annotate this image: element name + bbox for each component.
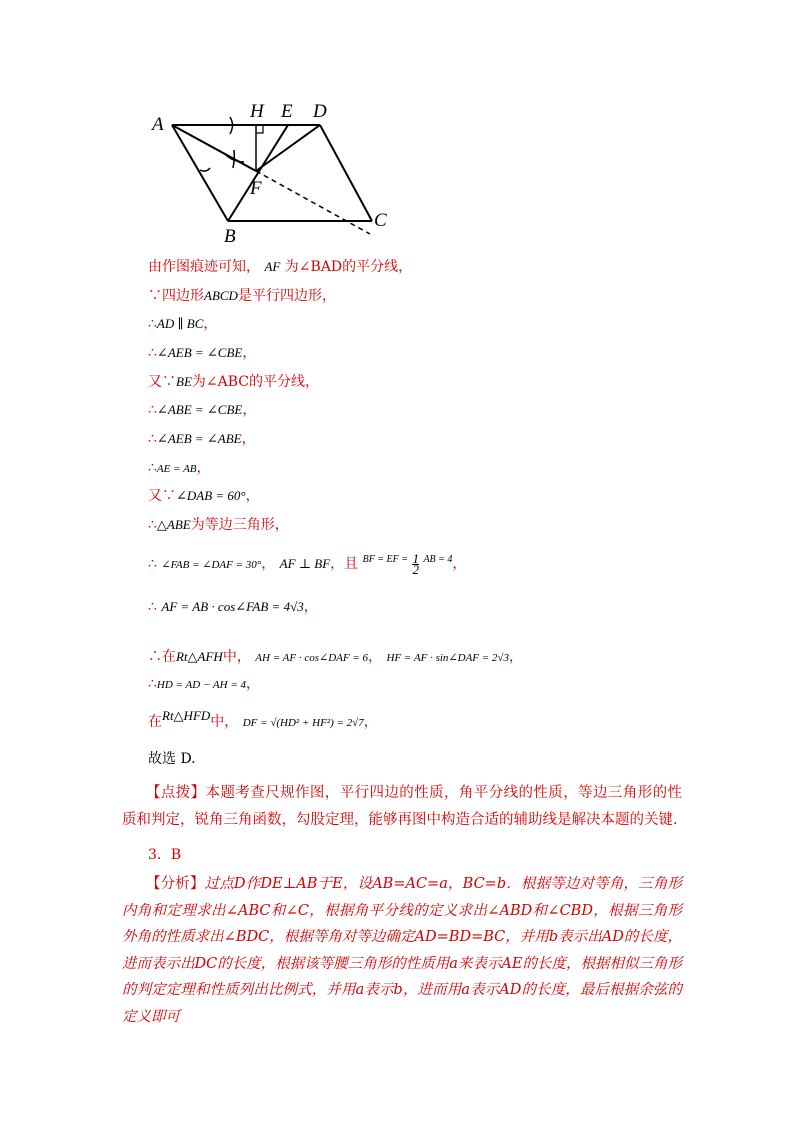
label-D: D: [313, 101, 327, 122]
right-angle-mark: [256, 125, 263, 133]
segment-FD: [256, 125, 320, 171]
solution-line: 又∵BE为∠ABC的平分线，: [148, 374, 319, 390]
solution-line: ∴AE = AB，: [148, 460, 211, 476]
label-H: H: [250, 101, 264, 122]
label-C: C: [374, 210, 387, 231]
solution-line: ∴ ∠FAB = ∠DAF = 30°， AF ⊥ BF，且 $^{BF = EF =}$ $\frac{1}{2}$ $^{AB = 4}$，: [148, 550, 467, 577]
arc-mark-2: [200, 168, 210, 171]
note-text: 本题考查尺规作图，平行四边的性质，角平分线的性质，等边三角形的性质和判定，锐角三角函数，勾股定理，能够再图中构造合适的辅助线是解决本题的关键.: [122, 785, 683, 828]
note-paragraph: [122, 780, 682, 833]
solution-line: ∴△ABE为等边三角形，: [148, 517, 289, 533]
fraction-one-half: $\frac{1}{2}$: [412, 550, 419, 577]
segment-BE: [228, 125, 288, 221]
label-A: A: [152, 114, 164, 135]
solution-line: 由作图痕迹可知， AF 为∠BAD的平分线，: [148, 259, 413, 275]
solution-line: ∵四边形ABCD是平行四边形，: [148, 288, 336, 304]
label-F: F: [250, 178, 262, 199]
note-tag: 【点拨】: [146, 785, 206, 801]
solution-line: ∴在Rt△AFH中， AH = AF · cos∠DAF = 6， HF = AF · sin∠DAF = 2√3，: [148, 649, 523, 665]
solution-line: ∴AD ∥ BC，: [148, 316, 218, 332]
solution-line: ∴ AF = AB · cos∠FAB = 4√3，: [148, 599, 318, 615]
solution-line: 又∵∠DAB = 60°，: [148, 488, 260, 504]
solution-line: ∴∠AEB = ∠ABE，: [148, 431, 256, 447]
edge-DC: [320, 125, 372, 221]
label-B: B: [224, 226, 236, 247]
analysis-text: 过点D作DE⊥AB于E，设AB=AC=a，BC=b．根据等边对等角，三角形内角和定理求出∠ABC和∠C，根据角平分线的定义求出∠ABD和∠CBD，根据三角形外角的性质求出∠BDC，根据等角对等边确定AD=BD=BC，并用b表示出AD的长度，进而表示出DC的长度，根据该等腰三角形的性质用a来表示AE的长度，根据相似三角形的判定定理和性质列出比例式，并用a表示b，进而用a表示AD的长度，最后根据余弦的定义即可: [122, 876, 682, 1025]
solution-line: ∴∠AEB = ∠CBE，: [148, 345, 257, 361]
question-number: 3．B: [148, 847, 182, 863]
analysis-tag: 【分析】: [146, 876, 205, 892]
dashed-extension: [256, 171, 370, 234]
solution-line: ∴∠ABE = ∠CBE，: [148, 402, 257, 418]
analysis-paragraph: [122, 871, 682, 1030]
solution-line: ∴HD = AD − AH = 4，: [148, 676, 261, 692]
answer-line: 故选 D.: [148, 751, 196, 767]
solution-line: 在Rt△HFD中， DF = √(HD² + HF²) = 2√7，: [148, 708, 378, 730]
geometry-figure: [140, 90, 400, 250]
label-E: E: [281, 101, 293, 122]
